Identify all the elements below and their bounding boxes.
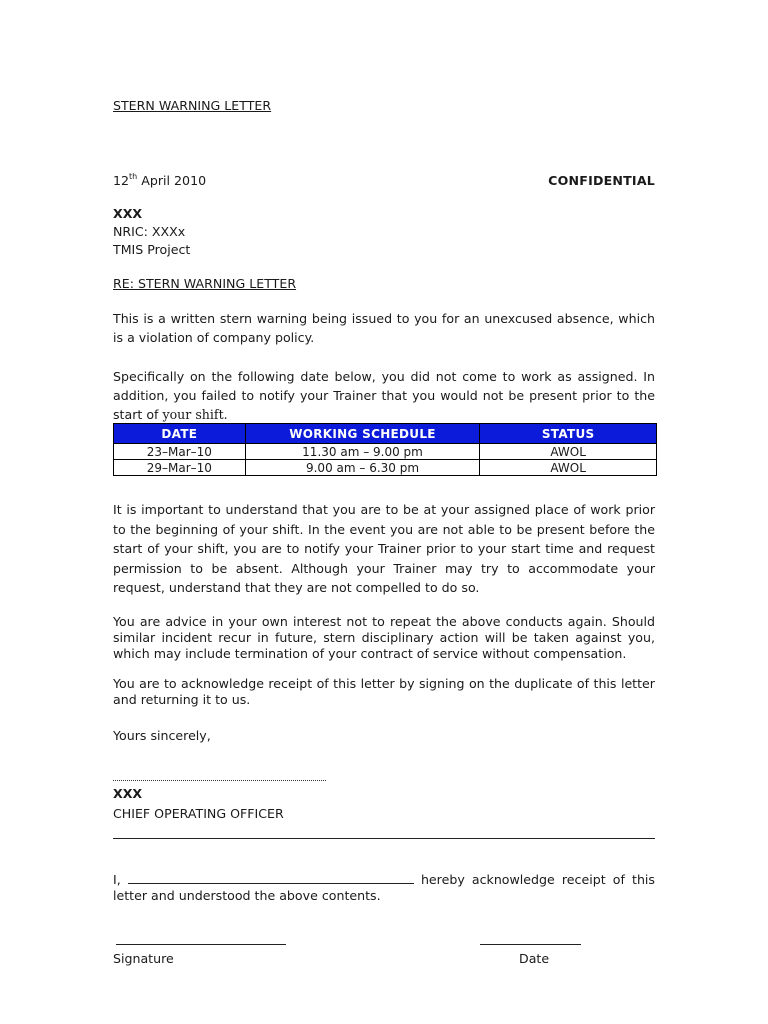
divider: [113, 838, 655, 839]
recipient-project: TMIS Project: [113, 242, 191, 257]
table-header-date: DATE: [114, 424, 246, 444]
table-cell-status: AWOL: [480, 444, 657, 460]
paragraph-2: Specifically on the following date below, you did not come to work as assigned. In addition, you failed to notify your Trainer that you would not be present prior to the start of your shift.: [113, 369, 655, 422]
table-cell-date: 29–Mar–10: [114, 460, 246, 476]
acknowledgement-text: I, hereby acknowledge receipt of this letter and understood the above contents.: [113, 872, 655, 903]
paragraph-4: You are advice in your own interest not to repeat the above conducts again. Should similar incident recur in future, stern disciplinary action will be taken against you, which may include termination of your contract of service without compensation.: [113, 614, 655, 661]
date-line: [113, 171, 655, 190]
date-line-blank: [480, 944, 581, 945]
table-cell-schedule: 11.30 am – 9.00 pm: [245, 444, 480, 460]
paragraph-5: You are to acknowledge receipt of this letter by signing on the duplicate of this letter and returning it to us.: [113, 676, 655, 707]
signer-name: XXX: [113, 786, 143, 801]
letter-page: [113, 0, 655, 1024]
letter-title: STERN WARNING LETTER: [113, 98, 272, 113]
table-row: [114, 460, 657, 476]
recipient-nric: NRIC: XXXx: [113, 224, 186, 239]
table-header-row: [114, 424, 657, 444]
recipient-name: XXX: [113, 206, 143, 221]
table-header-status: STATUS: [480, 424, 657, 444]
table-cell-status: AWOL: [480, 460, 657, 476]
paragraph-1: This is a written stern warning being issued to you for an unexcused absence, which is a violation of company policy.: [113, 311, 655, 345]
closing: Yours sincerely,: [113, 728, 211, 743]
paragraph-3: It is important to understand that you are to be at your assigned place of work prior to the beginning of your shift. In the event you are not able to be present before the start of your shift, you are to notify your Trainer prior to your start time and request permission to be absent. Although your Trainer may try to accommodate your request, understand that they are not compelled to do so.: [113, 502, 655, 595]
acknowledgement-name-blank: [128, 871, 414, 884]
table-header-schedule: WORKING SCHEDULE: [245, 424, 480, 444]
signature-dotted-line: [113, 780, 326, 781]
confidential-label: CONFIDENTIAL: [548, 173, 655, 188]
table-row: [114, 444, 657, 460]
letter-date: 12th April 2010: [113, 171, 207, 188]
table-cell-schedule: 9.00 am – 6.30 pm: [245, 460, 480, 476]
recipient-block: [113, 205, 190, 259]
signature-label: Signature: [113, 951, 174, 966]
signature-line: [116, 944, 286, 945]
date-label: Date: [519, 951, 550, 966]
absence-table: [113, 423, 657, 476]
table-cell-date: 23–Mar–10: [114, 444, 246, 460]
signer-title: CHIEF OPERATING OFFICER: [113, 806, 284, 821]
subject-line: RE: STERN WARNING LETTER: [113, 276, 297, 291]
